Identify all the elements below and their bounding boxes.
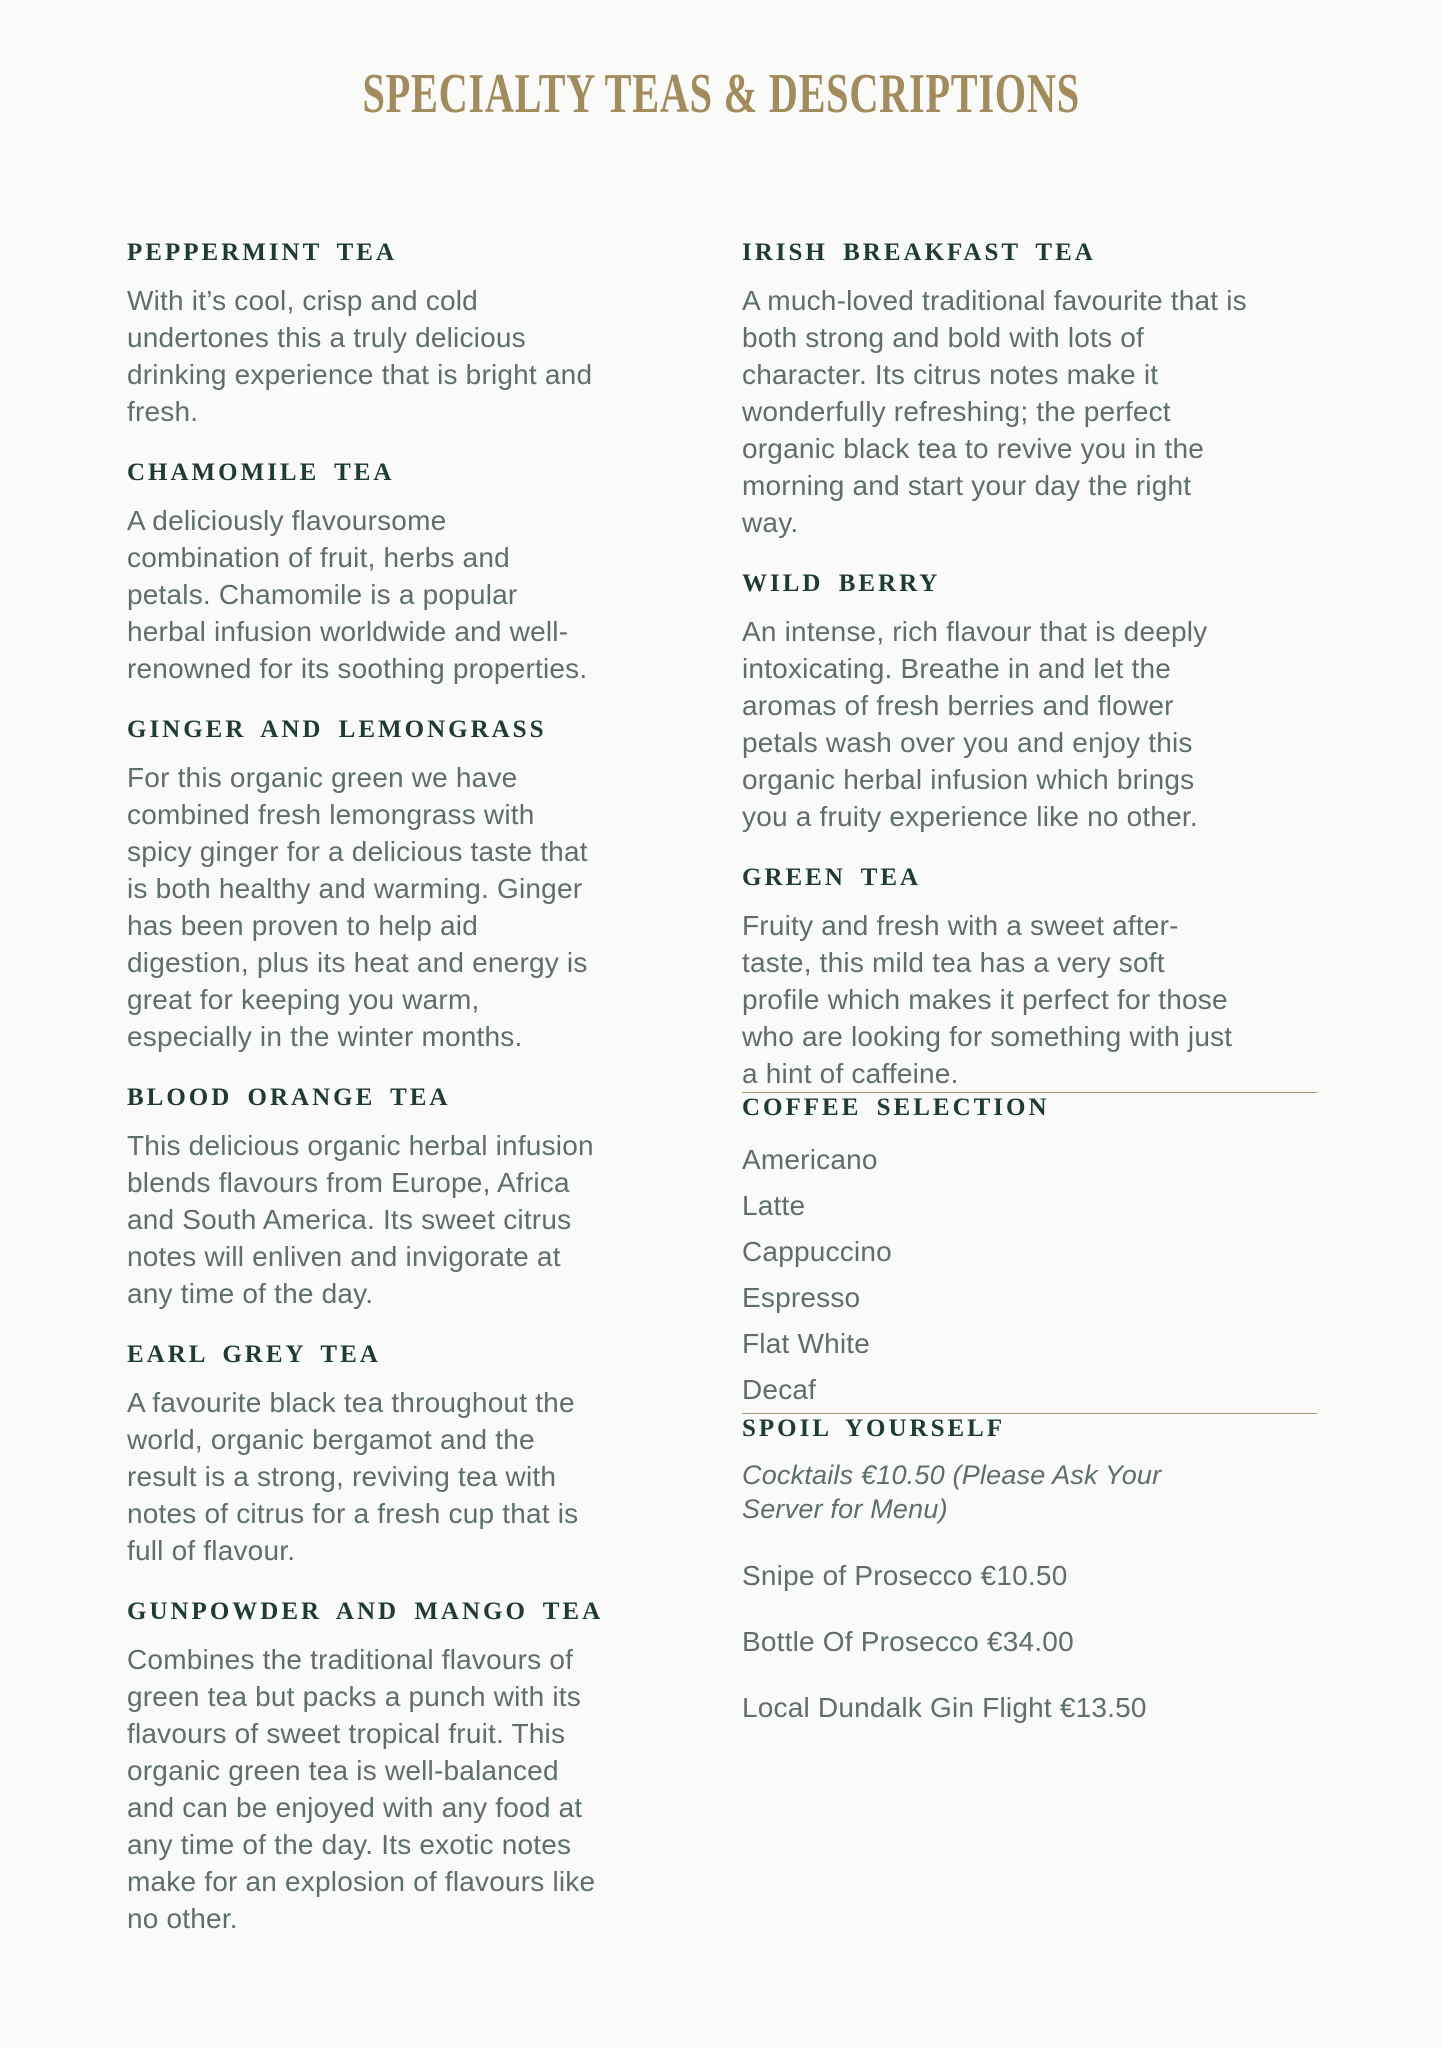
page-title-text: SPECIALTY TEAS & DESCRIPTIONS — [362, 63, 1080, 125]
tea-name: WILD BERRY — [742, 570, 941, 597]
coffee-selection-section — [742, 1093, 1317, 1413]
spoil-yourself-section — [742, 1414, 1317, 1726]
coffee-item: Espresso — [742, 1282, 861, 1313]
spoil-item: Local Dundalk Gin Flight €13.50 — [742, 1692, 1147, 1723]
tea-section-green-tea — [742, 863, 1317, 1092]
tea-name: PEPPERMINT TEA — [127, 239, 398, 266]
tea-description: For this organic green we have combined fresh lemongrass with spicy ginger for a delicious taste that is both healthy and warming. Ginger has been proven to help aid digestion, plus its heat and energy is great for keeping you warm, especially in the winter months. — [127, 762, 588, 1052]
tea-section-chamomile — [127, 458, 615, 687]
tea-description: An intense, rich flavour that is deeply intoxicating. Breathe in and let the aromas of fresh berries and flower petals wash over you and enjoy this organic herbal infusion which brings you a fruity experience like no other. — [742, 616, 1208, 832]
tea-description: A deliciously flavoursome combination of fruit, herbs and petals. Chamomile is a popular herbal infusion worldwide and well-renowned for its soothing properties. — [127, 505, 588, 684]
coffee-item: Americano — [742, 1144, 878, 1175]
spoil-item: Bottle Of Prosecco €34.00 — [742, 1626, 1074, 1657]
left-column — [127, 238, 615, 1937]
coffee-item: Flat White — [742, 1328, 871, 1359]
tea-section-peppermint — [127, 238, 615, 430]
tea-description: With it’s cool, crisp and cold undertones this a truly delicious drinking experience that is bright and fresh. — [127, 285, 593, 427]
page-title — [0, 63, 1442, 125]
tea-description: Fruity and fresh with a sweet after-taste, this mild tea has a very soft profile which makes it perfect for those who are looking for something with just a hint of caffeine. — [742, 910, 1233, 1089]
tea-description: A much-loved traditional favourite that is both strong and bold with lots of character. Its citrus notes make it wonderfully refreshing; the perfect organic black tea to revive you in the morning and start your day the right way. — [742, 285, 1247, 538]
right-column — [742, 238, 1317, 1937]
spoil-item: Snipe of Prosecco €10.50 — [742, 1560, 1068, 1591]
tea-name: GREEN TEA — [742, 864, 922, 891]
tea-name: GINGER AND LEMONGRASS — [127, 716, 547, 743]
tea-description: Combines the traditional flavours of green tea but packs a punch with its flavours of sweet tropical fruit. This organic green tea is well-balanced and can be enjoyed with any food at any time of the day. Its exotic notes make for an explosion of flavours like no other. — [127, 1644, 596, 1934]
tea-name: CHAMOMILE TEA — [127, 459, 395, 486]
tea-section-ginger-lemongrass — [127, 715, 615, 1055]
coffee-list — [742, 1137, 1317, 1413]
tea-section-gunpowder-mango — [127, 1597, 615, 1937]
tea-name: GUNPOWDER AND MANGO TEA — [127, 1598, 604, 1625]
tea-name: IRISH BREAKFAST TEA — [742, 239, 1096, 266]
tea-section-blood-orange — [127, 1083, 615, 1312]
tea-description: This delicious organic herbal infusion blends flavours from Europe, Africa and South America. Its sweet citrus notes will enliven and invigorate at any time of the day. — [127, 1130, 594, 1309]
coffee-item: Latte — [742, 1190, 806, 1221]
coffee-selection-heading: COFFEE SELECTION — [742, 1094, 1050, 1121]
tea-name: EARL GREY TEA — [127, 1341, 381, 1368]
tea-description: A favourite black tea throughout the world, organic bergamot and the result is a strong, reviving tea with notes of citrus for a fresh cup that is full of flavour. — [127, 1387, 579, 1566]
tea-section-earl-grey — [127, 1340, 615, 1569]
coffee-item: Cappuccino — [742, 1236, 892, 1267]
menu-columns — [0, 238, 1442, 1937]
spoil-yourself-heading: SPOIL YOURSELF — [742, 1415, 1006, 1442]
tea-section-wild-berry — [742, 569, 1317, 835]
coffee-item: Decaf — [742, 1374, 817, 1405]
spoil-note: Cocktails €10.50 (Please Ask Your Server for Menu) — [742, 1460, 1162, 1524]
tea-section-irish-breakfast — [742, 238, 1317, 541]
tea-name: BLOOD ORANGE TEA — [127, 1084, 451, 1111]
